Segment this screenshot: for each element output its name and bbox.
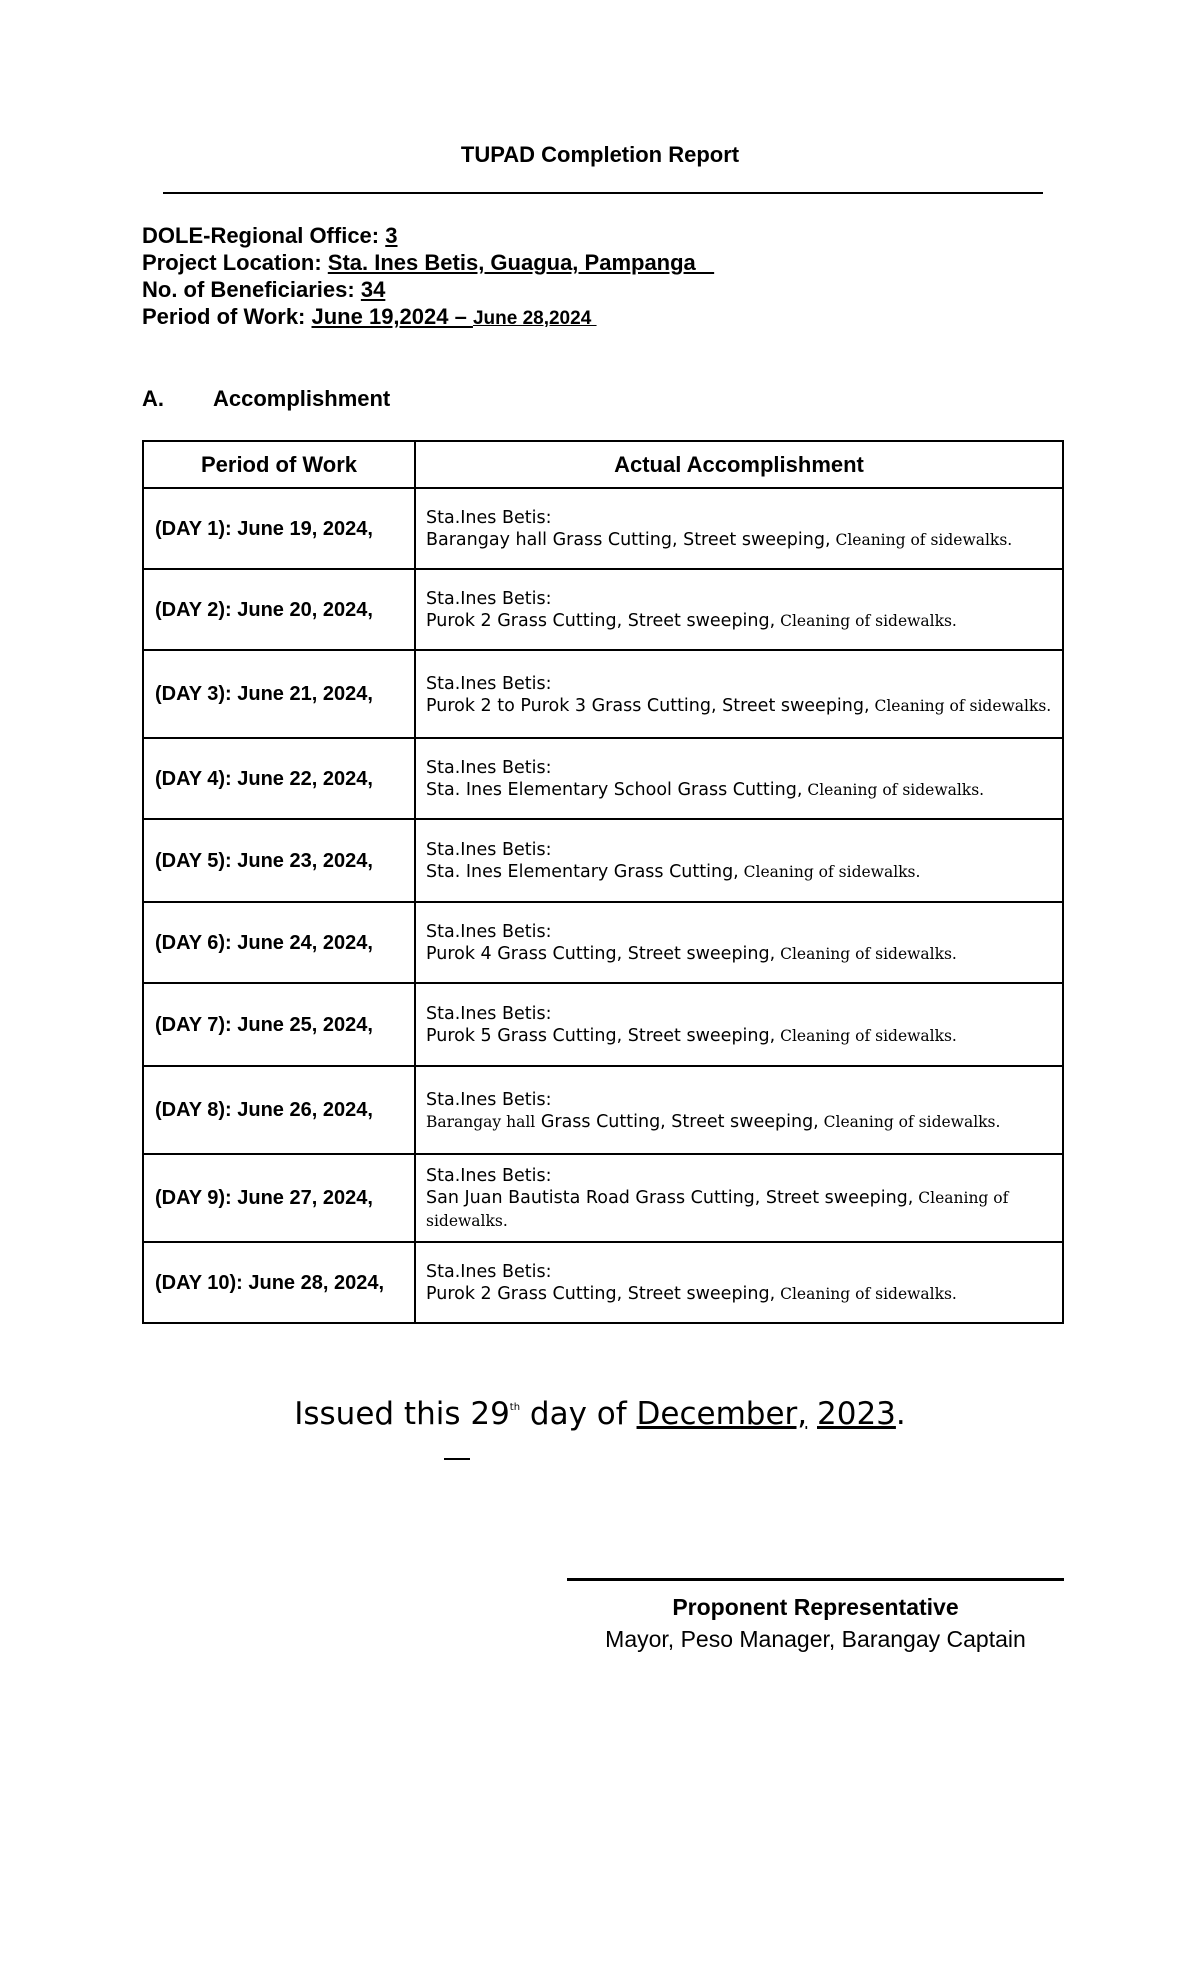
accomplishment-cell <box>415 569 1063 650</box>
table-row <box>143 819 1063 902</box>
accomplishment-cell <box>415 1154 1063 1242</box>
table-header-row <box>143 441 1063 488</box>
activity-text: San Juan Bautista Road Grass Cutting, Street sweeping, <box>426 1188 914 1208</box>
activity-extra: Cleaning of sidewalks. <box>738 863 921 881</box>
issued-month: December, <box>636 1396 808 1432</box>
table-row <box>143 488 1063 569</box>
activity-extra: Cleaning of sidewalks. <box>426 1189 1009 1230</box>
section-heading <box>142 386 390 412</box>
day-cell: (DAY 10): June 28, 2024, <box>143 1242 415 1323</box>
issued-end: . <box>895 1396 906 1432</box>
location-text: Sta.Ines Betis: <box>426 758 552 778</box>
accomplishment-cell <box>415 983 1063 1066</box>
section-title: Accomplishment <box>213 386 391 411</box>
day-cell: (DAY 3): June 21, 2024, <box>143 650 415 738</box>
location-text: Sta.Ines Betis: <box>426 1166 552 1186</box>
regional-office-label: DOLE-Regional Office: <box>142 223 386 248</box>
issued-year: 2023 <box>817 1396 896 1432</box>
day-cell: (DAY 7): June 25, 2024, <box>143 983 415 1066</box>
accomplishment-cell <box>415 902 1063 983</box>
table-row <box>143 983 1063 1066</box>
activity-prefix: Barangay hall <box>426 1112 536 1131</box>
location-text: Sta.Ines Betis: <box>426 508 552 528</box>
project-location-line <box>142 249 1042 276</box>
project-location-value: Sta. Ines Betis, Guagua, Pampanga <box>327 250 715 275</box>
accomplishment-cell <box>415 650 1063 738</box>
regional-office-value: 3 <box>385 223 398 248</box>
underline-mark <box>444 1458 470 1460</box>
page-title: TUPAD Completion Report <box>460 142 740 167</box>
title-divider <box>163 192 1043 194</box>
day-cell: (DAY 2): June 20, 2024, <box>143 569 415 650</box>
location-text: Sta.Ines Betis: <box>426 1004 552 1024</box>
issued-space <box>807 1396 817 1432</box>
table-row <box>143 569 1063 650</box>
accomplishment-cell <box>415 819 1063 902</box>
period-of-work-label: Period of Work: <box>142 304 312 329</box>
day-cell: (DAY 4): June 22, 2024, <box>143 738 415 819</box>
signatory-title: Proponent Representative <box>672 1594 959 1620</box>
activity-extra: Cleaning of sidewalks. <box>869 696 1052 715</box>
activity-extra: Cleaning of sidewalks. <box>775 1285 957 1303</box>
accomplishment-cell <box>415 1066 1063 1154</box>
day-cell: (DAY 9): June 27, 2024, <box>143 1154 415 1242</box>
beneficiaries-label: No. of Beneficiaries: <box>142 277 361 302</box>
report-header <box>142 222 1042 332</box>
day-cell: (DAY 5): June 23, 2024, <box>143 819 415 902</box>
activity-text: Barangay hall Grass Cutting, Street sweeping, <box>426 530 831 550</box>
signature-line <box>567 1578 1064 1581</box>
location-text: Sta.Ines Betis: <box>426 673 552 694</box>
table-row <box>143 902 1063 983</box>
activity-extra: Cleaning of sidewalks. <box>802 781 985 799</box>
accomplishment-cell <box>415 488 1063 569</box>
section-letter: A. <box>142 386 164 411</box>
table-row <box>143 738 1063 819</box>
table-row <box>143 650 1063 738</box>
issued-middle: day of <box>520 1396 637 1432</box>
table-row <box>143 1242 1063 1323</box>
activity-text: Purok 2 to Purok 3 Grass Cutting, Street sweeping, <box>426 695 870 716</box>
period-end: June 28,2024 <box>472 308 597 329</box>
activity-text: Sta. Ines Elementary School Grass Cutting, <box>426 780 803 800</box>
location-text: Sta.Ines Betis: <box>426 1089 552 1110</box>
table-row <box>143 1154 1063 1242</box>
issued-day-suffix: th <box>509 1402 521 1413</box>
activity-text: Sta. Ines Elementary Grass Cutting, <box>426 862 739 882</box>
issued-prefix: Issued this 29 <box>294 1396 510 1432</box>
activity-extra: Cleaning of sidewalks. <box>775 612 957 630</box>
location-text: Sta.Ines Betis: <box>426 922 552 942</box>
location-text: Sta.Ines Betis: <box>426 1262 552 1282</box>
activity-text: Purok 2 Grass Cutting, Street sweeping, <box>426 1284 776 1304</box>
period-start: June 19,2024 – <box>311 304 473 329</box>
accomplishment-cell <box>415 738 1063 819</box>
day-cell: (DAY 1): June 19, 2024, <box>143 488 415 569</box>
beneficiaries-line <box>142 276 1042 303</box>
activity-text: Purok 5 Grass Cutting, Street sweeping, <box>426 1026 776 1046</box>
column-header-accomplishment: Actual Accomplishment <box>415 441 1063 488</box>
location-text: Sta.Ines Betis: <box>426 589 552 609</box>
day-cell: (DAY 8): June 26, 2024, <box>143 1066 415 1154</box>
activity-text: Purok 2 Grass Cutting, Street sweeping, <box>426 611 776 631</box>
activity-extra: Cleaning of sidewalks. <box>818 1112 1001 1131</box>
regional-office-line <box>142 222 1042 249</box>
column-header-period: Period of Work <box>143 441 415 488</box>
beneficiaries-value: 34 <box>360 277 386 302</box>
accomplishment-table <box>142 440 1064 1324</box>
project-location-label: Project Location: <box>142 250 328 275</box>
location-text: Sta.Ines Betis: <box>426 840 552 860</box>
issued-statement <box>0 1396 1200 1432</box>
accomplishment-cell <box>415 1242 1063 1323</box>
activity-extra: Cleaning of sidewalks. <box>775 945 957 963</box>
activity-text: Purok 4 Grass Cutting, Street sweeping, <box>426 944 776 964</box>
activity-extra: Cleaning of sidewalks. <box>830 531 1013 549</box>
day-cell: (DAY 6): June 24, 2024, <box>143 902 415 983</box>
signatory-roles: Mayor, Peso Manager, Barangay Captain <box>605 1626 1026 1652</box>
activity-text: Grass Cutting, Street sweeping, <box>535 1111 819 1132</box>
period-of-work-line <box>142 303 1042 332</box>
activity-extra: Cleaning of sidewalks. <box>775 1027 957 1045</box>
table-row <box>143 1066 1063 1154</box>
